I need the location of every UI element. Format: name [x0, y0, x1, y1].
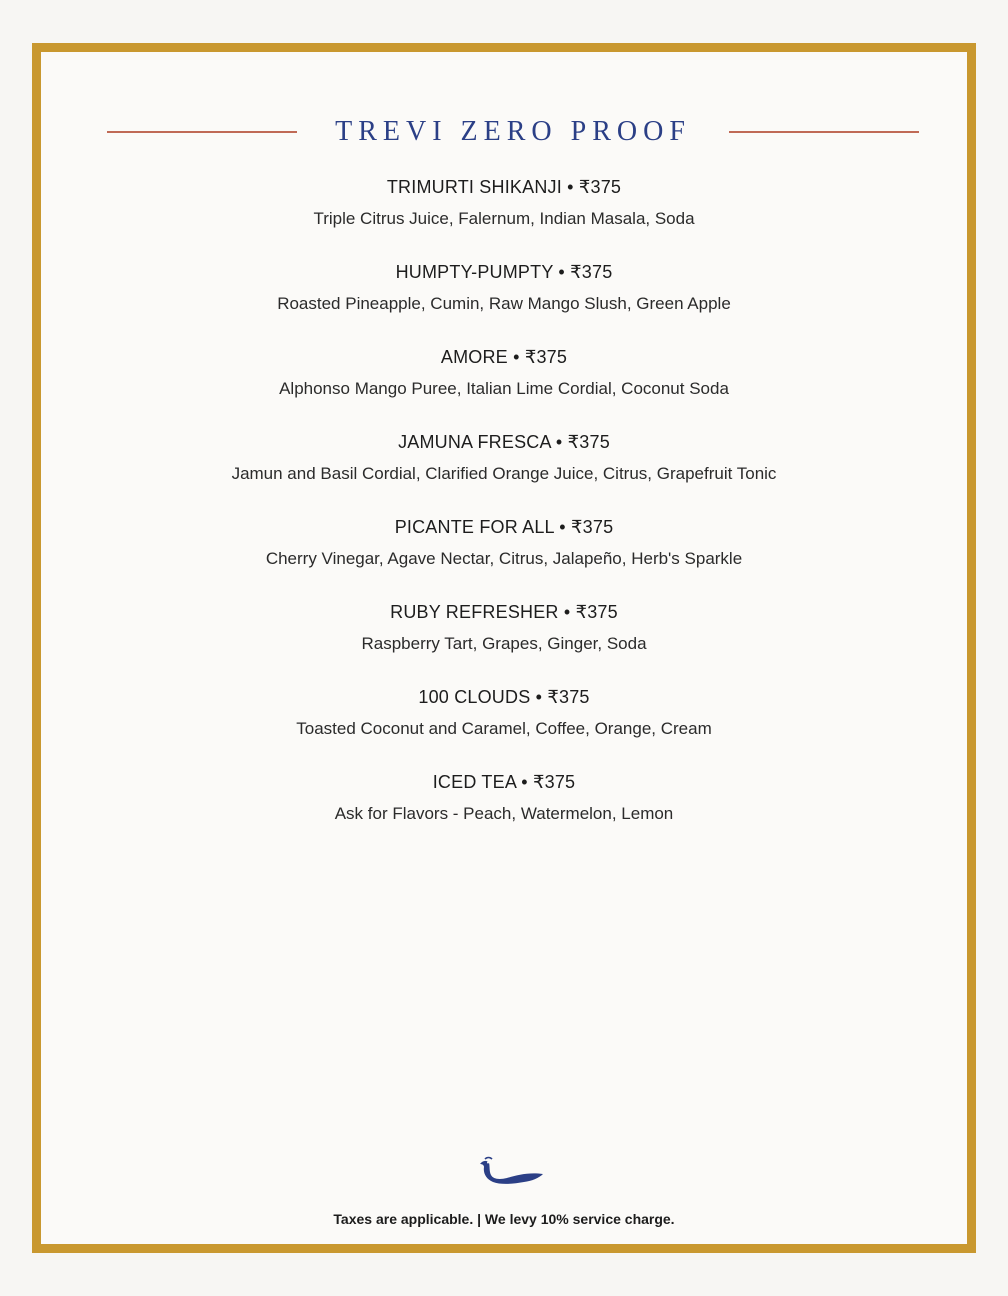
- menu-item-separator: •: [521, 772, 528, 792]
- menu-item-price: ₹375: [532, 772, 576, 792]
- peacock-logo-icon: [477, 1154, 547, 1190]
- menu-item-description: Toasted Coconut and Caramel, Coffee, Orange, Cream: [296, 719, 712, 738]
- menu-item-description: Triple Citrus Juice, Falernum, Indian Masala, Soda: [313, 209, 695, 228]
- menu-item-separator: •: [555, 432, 563, 452]
- menu-item-price: ₹375: [570, 262, 613, 282]
- menu-item-description: Roasted Pineapple, Cumin, Raw Mango Slush, Green Apple: [277, 294, 731, 313]
- menu-item-name: PICANTE FOR ALL: [394, 517, 555, 537]
- menu-item-name: RUBY REFRESHER: [390, 602, 559, 622]
- menu-item-separator: •: [559, 517, 566, 537]
- menu-item-price: ₹375: [567, 432, 610, 452]
- menu-item-separator: •: [513, 347, 520, 367]
- menu-item-name: JAMUNA FRESCA: [398, 432, 551, 452]
- menu-item-name: HUMPTY-PUMPTY: [395, 262, 554, 282]
- menu-item-description: Jamun and Basil Cordial, Clarified Orange Juice, Citrus, Grapefruit Tonic: [231, 464, 777, 483]
- menu-item-name: ICED TEA: [432, 772, 517, 792]
- menu-item-price: ₹375: [571, 517, 614, 537]
- menu-item-separator: •: [535, 687, 543, 707]
- menu-item: [41, 346, 967, 431]
- menu-item-heading: [41, 431, 967, 453]
- menu-item-heading: [41, 346, 967, 368]
- menu-item-price: ₹375: [524, 347, 568, 367]
- menu-item-name: 100 CLOUDS: [418, 687, 531, 707]
- menu-item-description: Alphonso Mango Puree, Italian Lime Cordial, Coconut Soda: [279, 379, 729, 398]
- menu-title: TREVI ZERO PROOF: [335, 116, 691, 147]
- menu-item-heading: [41, 516, 967, 538]
- menu-header: [107, 114, 919, 150]
- menu-item-description: Ask for Flavors - Peach, Watermelon, Lemon: [334, 804, 674, 823]
- menu-item-name: AMORE: [440, 347, 508, 367]
- menu-item: [41, 516, 967, 601]
- footer-note: Taxes are applicable. | We levy 10% service charge.: [333, 1211, 675, 1227]
- menu-item-heading: [41, 176, 967, 198]
- menu-item: [41, 261, 967, 346]
- menu-item: [41, 686, 967, 771]
- header-rule-right: [729, 131, 919, 133]
- menu-item-heading: [41, 686, 967, 708]
- menu-item-separator: •: [558, 262, 565, 282]
- menu-item-heading: [41, 261, 967, 283]
- menu-item: [41, 176, 967, 261]
- menu-item-price: ₹375: [578, 177, 622, 197]
- menu-item: [41, 431, 967, 516]
- menu-item-heading: [41, 601, 967, 623]
- menu-item: [41, 771, 967, 856]
- menu-item-separator: •: [567, 177, 574, 197]
- menu-item-name: TRIMURTI SHIKANJI: [386, 177, 562, 197]
- menu-frame: [32, 43, 976, 1253]
- menu-item-heading: [41, 771, 967, 793]
- menu-item-price: ₹375: [547, 687, 590, 707]
- menu-item: [41, 601, 967, 686]
- header-rule-left: [107, 131, 297, 133]
- menu-item-price: ₹375: [575, 602, 618, 622]
- menu-item-description: Raspberry Tart, Grapes, Ginger, Soda: [361, 634, 647, 653]
- menu-item-separator: •: [563, 602, 571, 622]
- menu-list: [41, 176, 967, 856]
- menu-item-description: Cherry Vinegar, Agave Nectar, Citrus, Jalapeño, Herb's Sparkle: [265, 549, 743, 568]
